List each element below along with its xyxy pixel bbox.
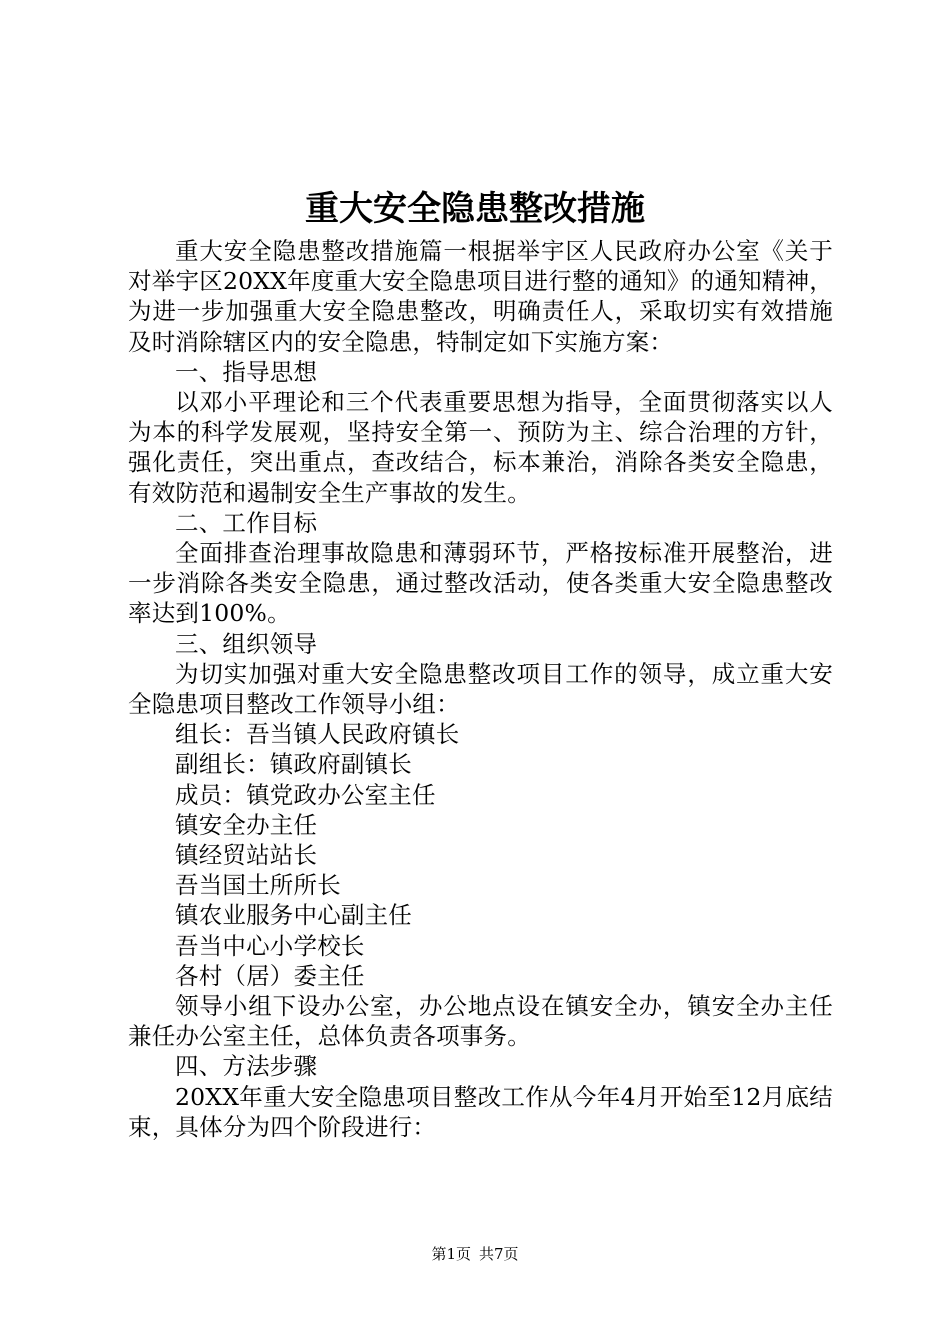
paragraph-organization: 为切实加强对重大安全隐患整改项目工作的领导，成立重大安全隐患项目整改工作领导小组：: [128, 659, 833, 719]
list-item-deputy-leader: 副组长：镇政府副镇长: [175, 750, 412, 779]
list-item-member: 吾当国土所所长: [175, 871, 341, 900]
list-item-members: 成员：镇党政办公室主任: [175, 780, 436, 809]
heading-organization: 三、组织领导: [175, 629, 318, 658]
list-item-member: 镇安全办主任: [175, 810, 318, 839]
paragraph-methods-steps: 20XX年重大安全隐患项目整改工作从今年4月开始至12月底结束，具体分为四个阶段进行：: [128, 1082, 833, 1141]
list-item-member: 各村（居）委主任: [175, 961, 365, 990]
list-item-leader: 组长：吾当镇人民政府镇长: [175, 720, 460, 749]
heading-work-goals: 二、工作目标: [175, 508, 318, 537]
paragraph-office: 领导小组下设办公室，办公地点设在镇安全办，镇安全办主任兼任办公室主任，总体负责各项事务。: [128, 992, 833, 1051]
document-title: 重大安全隐患整改措施: [305, 189, 645, 229]
paragraph-guiding-ideology: 以邓小平理论和三个代表重要思想为指导，全面贯彻落实以人为本的科学发展观，坚持安全第一、预防为主、综合治理的方针，强化责任，突出重点，查改结合，标本兼治，消除各类安全隐患，有效防范和遏制安全生产事故的发生。: [128, 388, 833, 507]
list-item-member: 镇农业服务中心副主任: [175, 901, 412, 930]
list-item-member: 吾当中心小学校长: [175, 931, 365, 960]
document-body: [128, 236, 833, 1142]
page-footer: [0, 1244, 950, 1264]
paragraph-intro: 重大安全隐患整改措施篇一根据举宇区人民政府办公室《关于对举宇区20XX年度重大安全隐患项目进行整的通知》的通知精神，为进一步加强重大安全隐患整改，明确责任人，采取切实有效措施及时消除辖区内的安全隐患，特制定如下实施方案：: [128, 237, 833, 356]
paragraph-work-goals: 全面排查治理事故隐患和薄弱环节，严格按标准开展整治，进一步消除各类安全隐患，通过整改活动，使各类重大安全隐患整改率达到100%。: [128, 539, 833, 628]
page-total: 共7页: [479, 1245, 519, 1263]
page-number: 第1页: [431, 1245, 471, 1263]
heading-guiding-ideology: 一、指导思想: [175, 357, 318, 386]
heading-methods-steps: 四、方法步骤: [175, 1052, 318, 1081]
list-item-member: 镇经贸站站长: [175, 841, 318, 870]
